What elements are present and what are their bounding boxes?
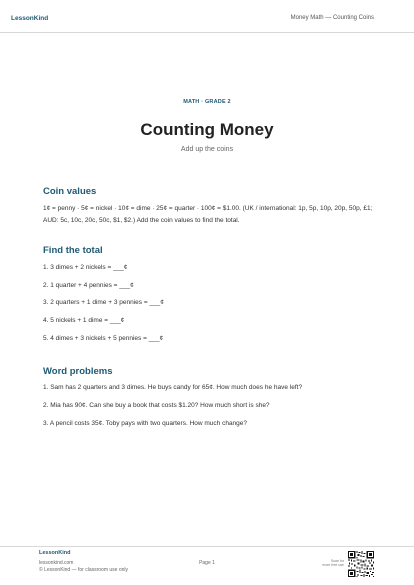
word-problem-item: 3. A pencil costs 35¢. Toby pays with two quarters. How much change? — [43, 420, 248, 427]
word-problem-item: 1. Sam has 2 quarters and 3 dimes. He buys candy for 65¢. How much does he have left? — [43, 384, 303, 391]
find-total-item: 3. 2 quarters + 1 dime + 3 pennies = ___¢ — [43, 299, 164, 306]
find-total-item: 5. 4 dimes + 3 nickels + 5 pennies = ___¢ — [43, 335, 164, 342]
qr-caption-line1: Scan for — [330, 559, 344, 563]
word-problem-item: 2. Mia has 90¢. Can she buy a book that costs $1.20? How much short is she? — [43, 402, 270, 409]
header-doc-title: Money Math — Counting Coins — [290, 15, 374, 21]
page-title: Counting Money — [140, 120, 274, 139]
header-divider — [0, 32, 414, 33]
footer-copyright: © LessonKind — for classroom use only — [39, 567, 129, 573]
footer-divider — [0, 546, 414, 547]
footer-site-link[interactable]: lessonkind.com — [39, 560, 74, 566]
find-total-item: 4. 5 nickels + 1 dime = ___¢ — [43, 317, 125, 324]
header-brand[interactable]: LessonKind — [11, 15, 49, 22]
page-subtitle: Add up the coins — [180, 146, 234, 153]
section-heading-find-total: Find the total — [43, 245, 103, 256]
page-number: Page 1 — [199, 560, 215, 566]
coin-values-text: 1¢ = penny · 5¢ = nickel · 10¢ = dime · 25¢ = quarter · 100¢ = $1.00. (UK / international: 1p, 5p, 10p, 20p, 50p, £1; AUD: 5c, 10c, 20c, 50c, $1, $2.) Add the coin values to find the total. — [43, 205, 373, 224]
page-header — [0, 0, 414, 32]
find-total-item: 2. 1 quarter + 4 pennies = ___¢ — [43, 282, 134, 289]
find-total-item: 1. 3 dimes + 2 nickels = ___¢ — [43, 264, 128, 271]
section-heading-coin-values: Coin values — [43, 186, 97, 197]
section-heading-word-problems: Word problems — [43, 366, 113, 377]
subject-kicker: MATH · GRADE 2 — [183, 99, 231, 105]
qr-caption-line2: more free use — [322, 563, 344, 567]
qr-code-icon[interactable] — [348, 551, 374, 577]
qr-caption — [300, 559, 344, 567]
footer-brand[interactable]: LessonKind — [39, 550, 71, 556]
